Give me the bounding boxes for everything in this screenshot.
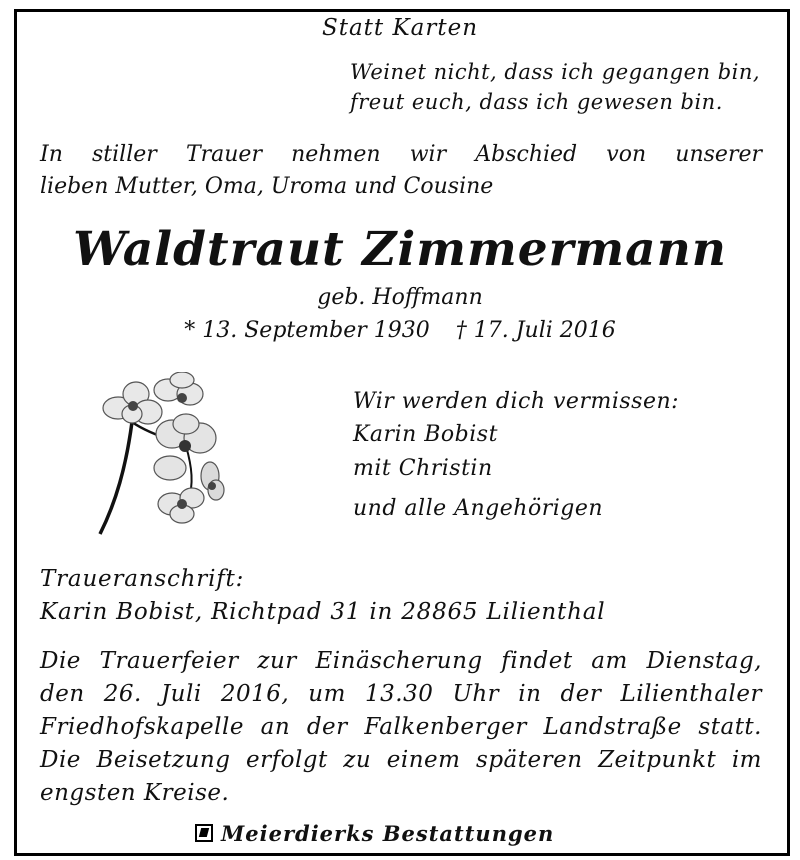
motto-line: Weinet nicht, dass ich gegangen bin, bbox=[350, 60, 761, 84]
intro-line: lieben Mutter, Oma, Uroma und Cousine bbox=[40, 174, 494, 199]
footer-funeral-home bbox=[187, 817, 564, 849]
death-date: † 17. Juli 2016 bbox=[455, 318, 616, 343]
ceremony-line: engsten Kreise. bbox=[40, 780, 230, 806]
ceremony-line: Die Beisetzung erfolgt zu einem späteren Zeitpunkt im bbox=[40, 747, 762, 773]
address-label: Traueranschrift: bbox=[40, 566, 245, 592]
mourners-line: mit Christin bbox=[353, 456, 493, 481]
mourners-line: und alle Angehörigen bbox=[353, 496, 604, 521]
birth-date: * 13. September 1930 bbox=[184, 318, 430, 343]
life-dates bbox=[0, 318, 800, 343]
ceremony-line: Friedhofskapelle an der Falkenberger Landstraße statt. bbox=[40, 714, 762, 740]
notice-heading: Statt Karten bbox=[321, 15, 479, 41]
funeral-home-name: Meierdierks Bestattungen bbox=[221, 820, 555, 846]
deceased-name: Waldtraut Zimmermann bbox=[73, 222, 727, 277]
mourners-line: Karin Bobist bbox=[353, 422, 498, 447]
intro-line: In stiller Trauer nehmen wir Abschied von unserer bbox=[40, 142, 762, 167]
maiden-name: geb. Hoffmann bbox=[317, 285, 483, 310]
address-text: Karin Bobist, Richtpad 31 in 28865 Lilienthal bbox=[40, 599, 606, 625]
orchid-flower-icon bbox=[96, 372, 226, 537]
meierdierks-logo-icon bbox=[195, 824, 213, 842]
motto-line: freut euch, dass ich gewesen bin. bbox=[350, 90, 723, 114]
ceremony-line: den 26. Juli 2016, um 13.30 Uhr in der Lilienthaler bbox=[40, 681, 762, 707]
mourners-line: Wir werden dich vermissen: bbox=[353, 389, 680, 414]
ceremony-line: Die Trauerfeier zur Einäscherung findet am Dienstag, bbox=[40, 648, 762, 674]
